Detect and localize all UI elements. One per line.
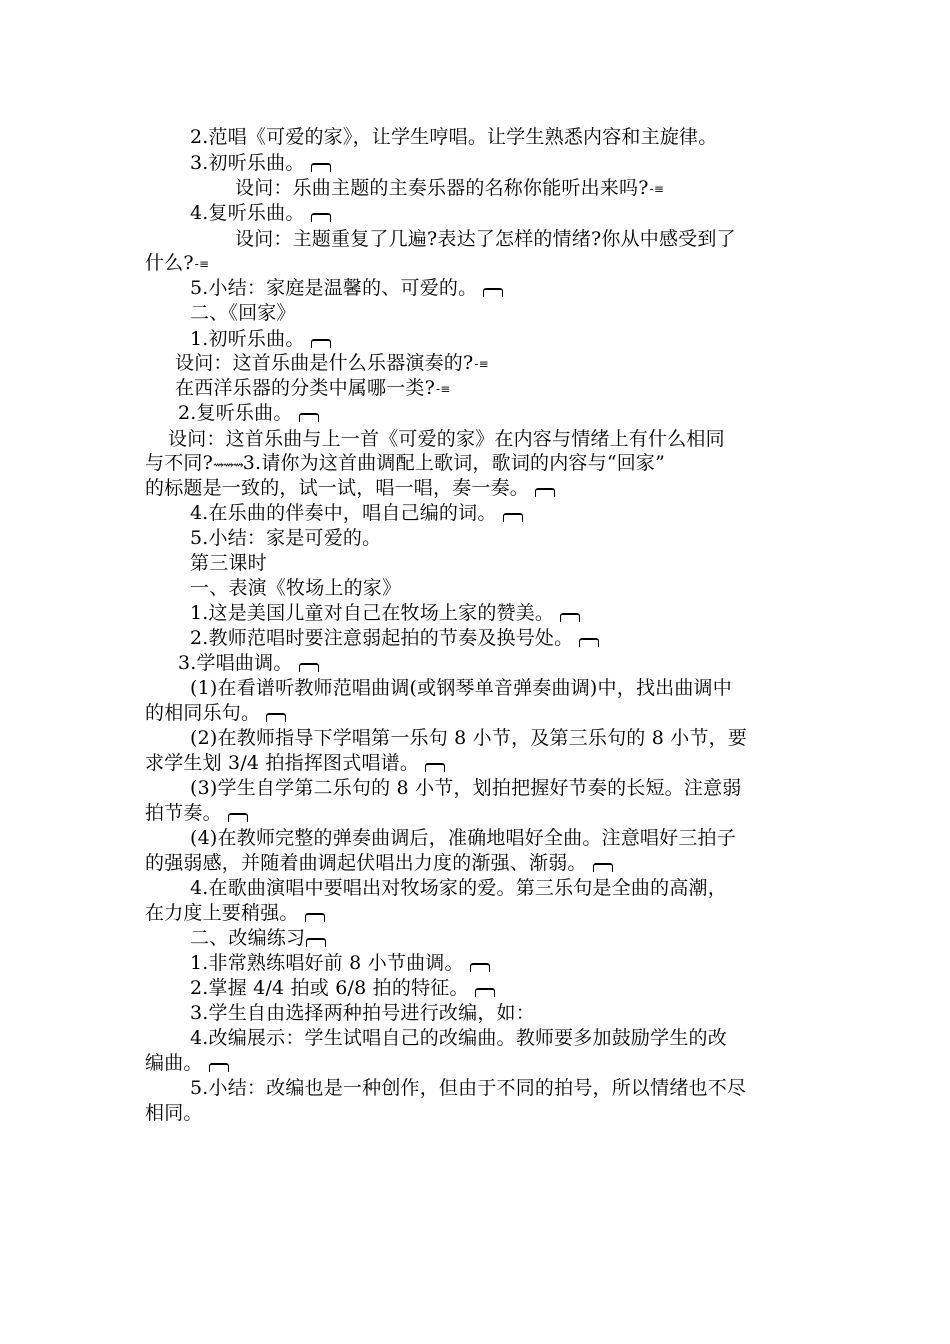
text-line: (1)在看谱听教师范唱曲调(或钢琴单音弹奏曲调)中，找出曲调中 bbox=[190, 677, 732, 699]
return-mark-icon bbox=[535, 488, 555, 497]
text-line: 的标题是一致的，试一试，唱一唱，奏一奏。 bbox=[145, 475, 810, 501]
text-line: 与不同?⇝⇝⇝3.请你为这首曲调配上歌词，歌词的内容与“回家” bbox=[145, 452, 666, 474]
return-mark-icon bbox=[475, 988, 495, 997]
text-line: 4.在乐曲的伴奏中，唱自己编的词。 bbox=[190, 500, 855, 526]
text-line: 1.非常熟练唱好前 8 小节曲调。 bbox=[190, 950, 855, 976]
text-line: 设问：乐曲主题的主奏乐器的名称你能听出来吗?-≡ bbox=[235, 177, 665, 199]
text-line: 2.范唱《可爱的家》，让学生哼唱。让学生熟悉内容和主旋律。 bbox=[190, 126, 718, 148]
return-mark-icon bbox=[311, 213, 331, 222]
text-line: 2.复听乐曲。 bbox=[178, 400, 843, 426]
return-mark-icon bbox=[483, 288, 503, 297]
return-mark-icon bbox=[299, 413, 319, 422]
section-heading: 第三课时 bbox=[190, 552, 267, 574]
text-line: 3.学唱曲调。 bbox=[178, 650, 843, 676]
section-heading: 一、表演《牧场上的家》 bbox=[190, 577, 402, 599]
return-mark-icon bbox=[470, 963, 490, 972]
text-line: 设问：主题重复了几遍?表达了怎样的情绪?你从中感受到了 bbox=[235, 228, 736, 250]
text-line: 3.学生自由选择两种拍号进行改编，如： bbox=[190, 1002, 535, 1024]
return-mark-icon bbox=[503, 513, 523, 522]
return-mark-icon bbox=[311, 163, 331, 172]
text-line: 求学生划 3/4 拍指挥图式唱谱。 bbox=[145, 750, 810, 776]
text-line: 4.复听乐曲。 bbox=[190, 200, 855, 226]
text-line: 编曲。 bbox=[145, 1050, 810, 1076]
text-line: 什么?-≡ bbox=[145, 252, 210, 274]
return-mark-icon bbox=[299, 663, 319, 672]
return-mark-icon bbox=[209, 1063, 229, 1072]
return-mark-icon bbox=[306, 938, 326, 947]
return-mark-icon bbox=[579, 638, 599, 647]
text-line: 5.小结：家是可爱的。 bbox=[190, 527, 382, 549]
text-line: (4)在教师完整的弹奏曲调后，准确地唱好全曲。注意唱好三拍子 bbox=[190, 827, 736, 849]
text-line: 4.改编展示：学生试唱自己的改编曲。教师要多加鼓励学生的改 bbox=[190, 1027, 727, 1049]
text-line: (2)在教师指导下学唱第一乐句 8 小节，及第三乐句的 8 小节，要 bbox=[190, 727, 748, 749]
text-line: 的相同乐句。 bbox=[145, 700, 810, 726]
text-line: 3.初听乐曲。 bbox=[190, 150, 855, 176]
text-line: 1.这是美国儿童对自己在牧场上家的赞美。 bbox=[190, 600, 855, 626]
text-line: 设问：这首乐曲是什么乐器演奏的?-≡ bbox=[175, 352, 489, 374]
text-line: (3)学生自学第二乐句的 8 小节，划拍把握好节奏的长短。注意弱 bbox=[190, 777, 742, 799]
text-line: 在力度上要稍强。 bbox=[145, 900, 810, 926]
section-heading: 二、改编练习 bbox=[190, 925, 855, 951]
return-mark-icon bbox=[560, 613, 580, 622]
text-line: 设问：这首乐曲与上一首《可爱的家》在内容与情绪上有什么相同 bbox=[168, 428, 725, 450]
line-mark-icon: -≡ bbox=[474, 357, 489, 371]
text-line: 拍节奏。 bbox=[145, 800, 810, 826]
return-mark-icon bbox=[266, 713, 286, 722]
line-mark-icon: -≡ bbox=[436, 382, 451, 396]
text-line: 4.在歌曲演唱中要唱出对牧场家的爱。第三乐句是全曲的高潮， bbox=[190, 877, 727, 899]
text-line: 的强弱感，并随着曲调起伏唱出力度的渐强、渐弱。 bbox=[145, 850, 810, 876]
return-mark-icon bbox=[228, 813, 248, 822]
line-mark-icon: -≡ bbox=[649, 182, 665, 196]
text-line: 5.小结：改编也是一种创作，但由于不同的拍号，所以情绪也不尽 bbox=[190, 1077, 747, 1099]
text-line: 2.掌握 4/4 拍或 6/8 拍的特征。 bbox=[190, 975, 855, 1001]
return-mark-icon bbox=[305, 913, 325, 922]
text-line: 在西洋乐器的分类中属哪一类?-≡ bbox=[175, 377, 451, 399]
return-mark-icon bbox=[593, 863, 613, 872]
text-line: 5.小结：家庭是温馨的、可爱的。 bbox=[190, 275, 855, 301]
return-mark-icon bbox=[311, 339, 331, 348]
text-line: 相同。 bbox=[145, 1102, 203, 1124]
text-line: 2.教师范唱时要注意弱起拍的节奏及换号处。 bbox=[190, 625, 855, 651]
return-mark-icon bbox=[425, 763, 445, 772]
text-line: 1.初听乐曲。 bbox=[190, 326, 855, 352]
section-heading: 二、《回家》 bbox=[190, 302, 296, 324]
line-mark-icon: -≡ bbox=[194, 257, 210, 271]
squiggle-mark-icon: ⇝⇝⇝ bbox=[213, 458, 243, 473]
